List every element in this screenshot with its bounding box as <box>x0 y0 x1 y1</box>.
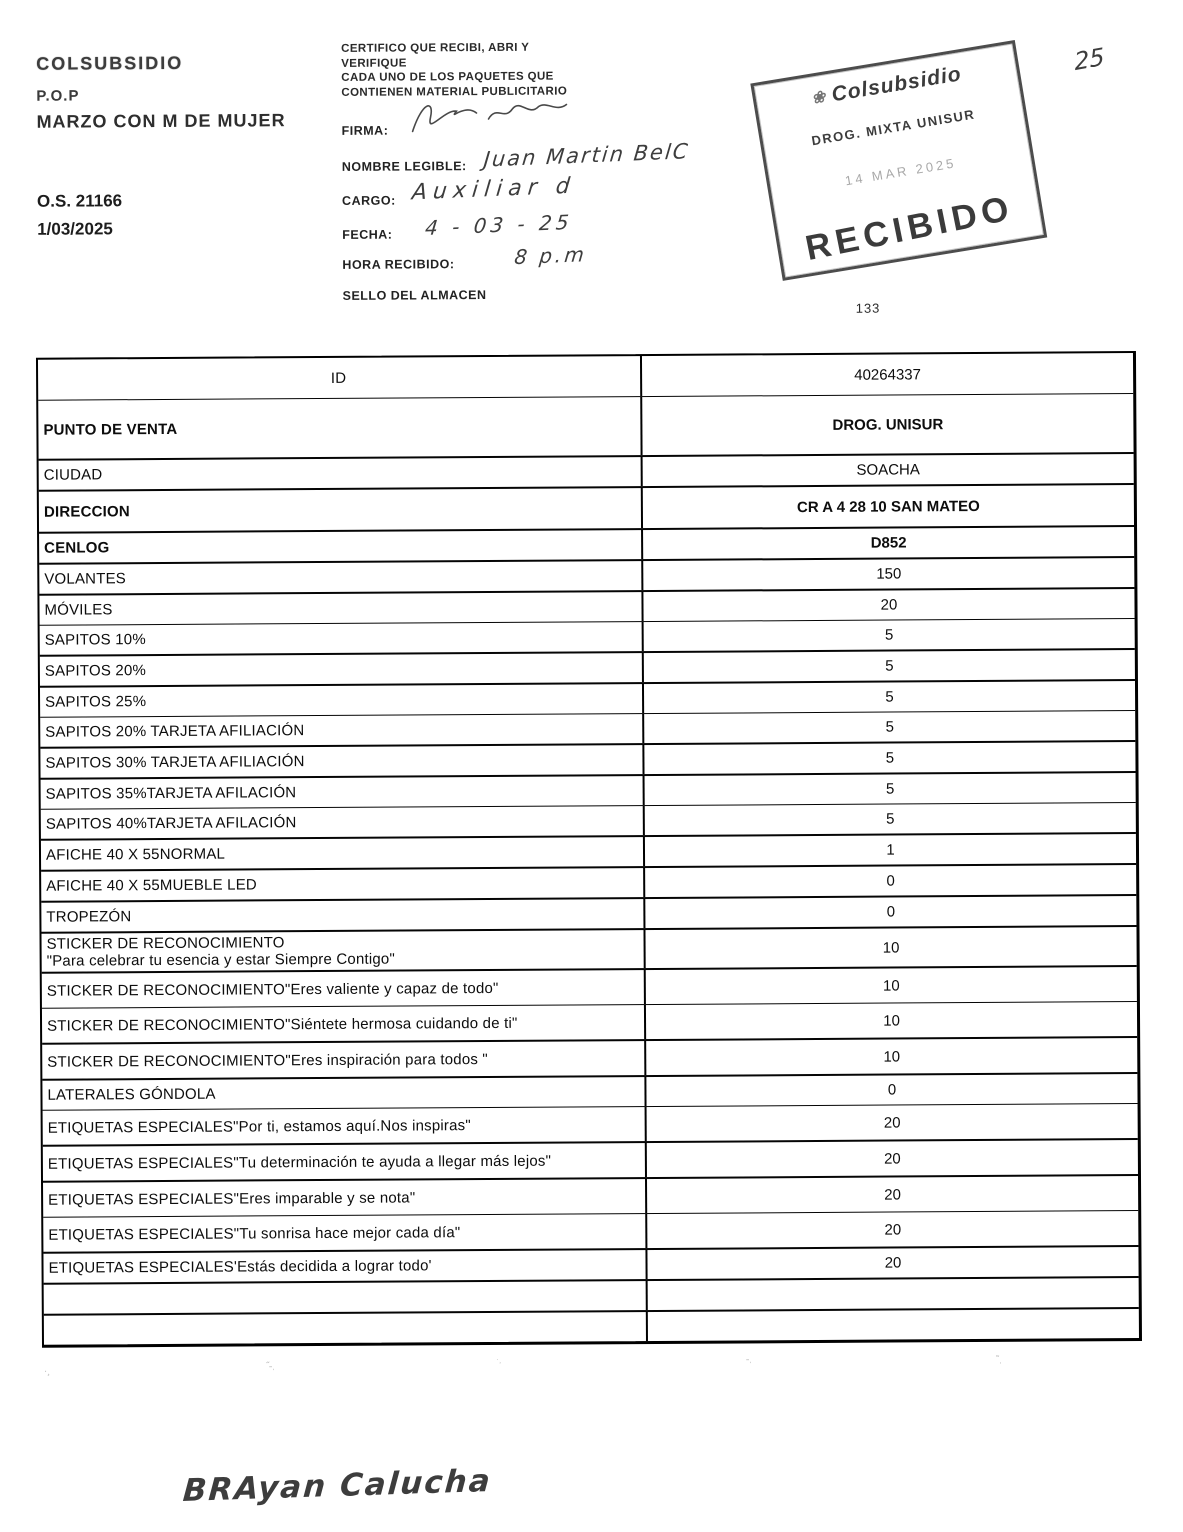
stamp-brand-text: Colsubsidio <box>829 62 964 107</box>
handwritten-fecha: 4 - 03 - 25 <box>424 209 574 241</box>
row-label: VOLANTES <box>39 561 643 594</box>
stamp-status: RECIBIDO <box>802 188 1018 268</box>
stamp-logo-icon: ❀ <box>810 88 828 108</box>
table-row <box>43 1174 1138 1217</box>
row-value: 0 <box>887 1081 897 1099</box>
scan-artifact: ˑ˒ <box>496 1355 502 1366</box>
row-label: ETIQUETAS ESPECIALES'Estás decidida a lograr todo' <box>43 1250 647 1283</box>
row-value: DROG. UNISUR <box>832 415 944 434</box>
row-value: 10 <box>882 938 900 957</box>
row-label: TROPEZÓN <box>41 899 645 932</box>
row-label: LATERALES GÓNDOLA <box>42 1077 646 1110</box>
table-row <box>38 353 1133 400</box>
row-label: SAPITOS 20% TARJETA AFILIACIÓN <box>40 714 644 747</box>
row-value: 5 <box>884 626 894 644</box>
row-label <box>44 1281 648 1314</box>
row-label: ID <box>38 356 642 400</box>
row-value: SOACHA <box>856 461 920 479</box>
row-label: MÓVILES <box>39 592 643 625</box>
row-label: AFICHE 40 X 55NORMAL <box>41 837 645 870</box>
row-value: 20 <box>883 1113 901 1132</box>
table-row <box>39 483 1134 532</box>
program-label: P.O.P <box>36 87 80 105</box>
row-label: SAPITOS 35%TARJETA AFILACIÓN <box>41 776 645 809</box>
stamp-date: 14 MAR 2025 <box>843 155 958 189</box>
table-row <box>38 393 1133 459</box>
row-label: DIRECCION <box>39 488 643 532</box>
handwritten-bottom-name: BRAyan Calucha <box>181 1462 494 1509</box>
handwritten-page-note: 25 <box>1073 42 1106 77</box>
table-row <box>43 1210 1138 1252</box>
scan-artifact: ·¸ <box>44 1365 51 1376</box>
row-label: ETIQUETAS ESPECIALES"Por ti, estamos aquí.Nos inspiras" <box>43 1107 647 1145</box>
scan-artifact: ˜ˌ <box>996 1353 1003 1364</box>
row-value: 10 <box>882 976 900 995</box>
row-value: 5 <box>885 780 895 798</box>
table-row <box>42 1036 1137 1079</box>
table-row <box>43 1138 1138 1181</box>
stamp-location: DROG. MIXTA UNISUR <box>810 106 977 149</box>
row-value: 5 <box>885 657 894 675</box>
row-value: 40264337 <box>854 365 922 384</box>
row-label: ETIQUETAS ESPECIALES"Eres imparable y se nota" <box>43 1179 647 1217</box>
field-cargo-label: CARGO: <box>341 193 396 208</box>
scan-artifact: ˗ˌ <box>746 1353 753 1364</box>
row-label: PUNTO DE VENTA <box>38 397 642 459</box>
certification-line: VERIFIQUE <box>341 56 407 70</box>
row-label: STICKER DE RECONOCIMIENTO "Para celebrar tu esencia y estar Siempre Contigo" <box>41 930 645 972</box>
row-value: 1 <box>886 841 895 859</box>
row-value: 10 <box>883 1047 901 1066</box>
table-row <box>42 965 1137 1008</box>
row-label: SAPITOS 20% <box>40 653 644 686</box>
pop-distribution-table <box>36 351 1142 1348</box>
row-value: 5 <box>885 749 895 767</box>
row-label: STICKER DE RECONOCIMIENTO"Eres inspiración para todos " <box>42 1041 646 1079</box>
order-date: 1/03/2025 <box>37 219 113 239</box>
row-value: 20 <box>884 1185 901 1204</box>
stamp-brand <box>810 62 963 110</box>
row-label <box>44 1312 648 1345</box>
field-nombre-label: NOMBRE LEGIBLE: <box>341 159 467 174</box>
field-fecha-label: FECHA: <box>342 227 393 242</box>
row-label: SAPITOS 30% TARJETA AFILIACIÓN <box>40 745 644 778</box>
row-value: D852 <box>870 534 907 552</box>
signature-scribble <box>404 90 594 143</box>
row-value: 10 <box>883 1011 900 1030</box>
row-value: 0 <box>886 903 896 921</box>
table-row <box>42 1001 1137 1043</box>
row-value: 20 <box>880 596 898 614</box>
row-label: STICKER DE RECONOCIMIENTO"Siéntete hermosa cuidando de ti" <box>42 1005 646 1043</box>
row-value: 5 <box>886 810 895 828</box>
received-stamp <box>750 40 1047 281</box>
row-value: 20 <box>884 1254 902 1272</box>
certification-line: CERTIFICO QUE RECIBI, ABRI Y <box>341 41 530 55</box>
field-firma-label: FIRMA: <box>341 123 389 138</box>
certification-line: CADA UNO DE LOS PAQUETES QUE <box>341 70 554 84</box>
handwritten-cargo: Auxiliar d <box>410 173 577 206</box>
brand-name: COLSUBSIDIO <box>36 52 184 74</box>
row-value: 0 <box>886 872 895 890</box>
page-number: 133 <box>855 300 881 316</box>
row-value: 20 <box>883 1149 901 1168</box>
row-value: 5 <box>885 688 894 706</box>
row-label: ETIQUETAS ESPECIALES"Tu sonrisa hace mejor cada día" <box>43 1214 647 1252</box>
row-value <box>648 1309 1139 1341</box>
row-label: AFICHE 40 X 55MUEBLE LED <box>41 868 645 901</box>
field-sello-label: SELLO DEL ALMACEN <box>342 287 487 303</box>
table-row <box>41 925 1136 972</box>
row-label: ETIQUETAS ESPECIALES"Tu determinación te ayuda a llegar más lejos" <box>43 1143 647 1181</box>
field-hora-label: HORA RECIBIDO: <box>342 257 455 272</box>
handwritten-nombre: Juan Martin BelC <box>482 139 691 172</box>
scan-artifact: ˝˗ˌ <box>266 1360 276 1371</box>
row-label: CIUDAD <box>39 457 643 490</box>
row-label: CENLOG <box>39 530 643 563</box>
handwritten-hora: 8 p.m <box>513 242 589 270</box>
row-label: SAPITOS 25% <box>40 684 644 717</box>
row-value: 5 <box>885 718 894 736</box>
row-value: CR A 4 28 10 SAN MATEO <box>796 497 980 516</box>
row-value <box>648 1278 1139 1310</box>
table-row <box>43 1103 1138 1145</box>
row-label: SAPITOS 40%TARJETA AFILACIÓN <box>41 806 645 839</box>
campaign-title: MARZO CON M DE MUJER <box>36 110 286 132</box>
order-number: O.S. 21166 <box>36 191 123 211</box>
row-value: 20 <box>884 1220 902 1239</box>
row-label: STICKER DE RECONOCIMIENTO"Eres valiente y capaz de todo" <box>42 970 646 1008</box>
row-label: SAPITOS 10% <box>40 622 644 655</box>
row-value: 150 <box>876 565 902 583</box>
certification-line: CONTIENEN MATERIAL PUBLICITARIO <box>341 84 568 99</box>
